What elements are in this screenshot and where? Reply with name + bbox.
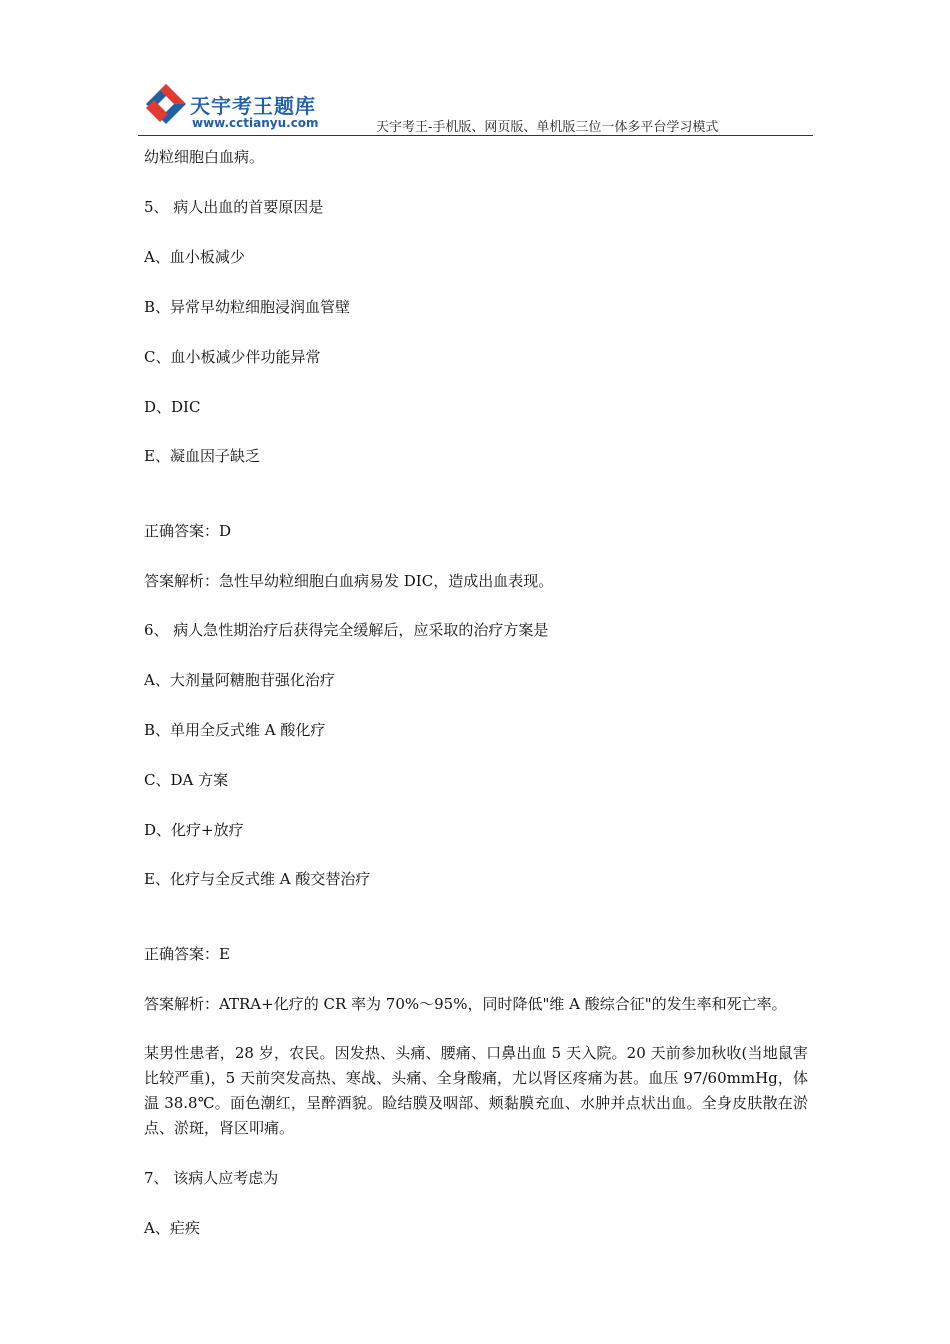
question-5-stem: 5、 病人出血的首要原因是 xyxy=(144,198,324,216)
question-6-option-b: B、单用全反式维 A 酸化疗 xyxy=(144,721,326,739)
question-6-option-d: D、化疗+放疗 xyxy=(144,821,244,839)
case-description: 某男性患者，28 岁，农民。因发热、头痛、腰痛、口鼻出血 5 天入院。20 天前参加秋收(当地鼠害比较严重)，5 天前突发高热、寒战、头痛、全身酸痛，尤以肾区疼痛为甚。血压 97/60mmHg，体温 38.8℃。面色潮红，呈醉酒貌。睑结膜及咽部、颊黏膜充血、水肿并点状出血。全身皮肤散在淤点、淤斑，肾区叩痛。 xyxy=(144,1044,808,1137)
logo-title: 天宇考王题库 xyxy=(190,94,316,118)
question-5-option-a: A、血小板减少 xyxy=(144,248,245,266)
logo xyxy=(144,82,334,132)
question-7-option-a: A、疟疾 xyxy=(144,1219,200,1237)
question-6-stem: 6、 病人急性期治疗后获得完全缓解后，应采取的治疗方案是 xyxy=(144,621,549,639)
question-5-option-b: B、异常早幼粒细胞浸润血管壁 xyxy=(144,298,351,316)
page-header xyxy=(138,78,813,136)
question-6-option-e: E、化疗与全反式维 A 酸交替治疗 xyxy=(144,870,371,888)
question-6-answer: 正确答案：E xyxy=(144,945,230,963)
question-5-analysis: 答案解析：急性早幼粒细胞白血病易发 DIC，造成出血表现。 xyxy=(144,572,554,590)
question-6-option-a: A、大剂量阿糖胞苷强化治疗 xyxy=(144,671,335,689)
logo-diamond-icon xyxy=(144,82,188,130)
question-5-option-d: D、DIC xyxy=(144,398,201,416)
header-slogan: 天宇考王-手机版、网页版、单机版三位一体多平台学习模式 xyxy=(376,120,719,135)
question-5-answer: 正确答案：D xyxy=(144,522,232,540)
question-5-option-e: E、凝血因子缺乏 xyxy=(144,447,260,465)
question-6-option-c: C、DA 方案 xyxy=(144,771,229,789)
question-7-stem: 7、 该病人应考虑为 xyxy=(144,1169,279,1187)
question-6-analysis: 答案解析：ATRA+化疗的 CR 率为 70%～95%，同时降低"维 A 酸综合征"的发生率和死亡率。 xyxy=(144,995,787,1013)
logo-url: www.cctianyu.com xyxy=(192,116,319,130)
intro-tail: 幼粒细胞白血病。 xyxy=(144,148,265,166)
question-5-option-c: C、血小板减少伴功能异常 xyxy=(144,348,321,366)
